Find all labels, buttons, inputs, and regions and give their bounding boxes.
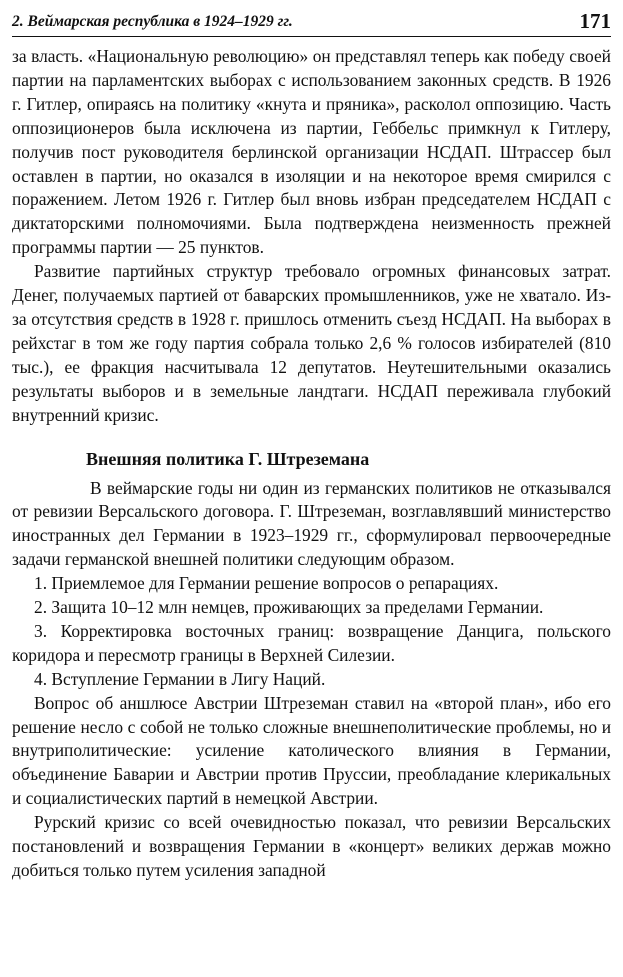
list-item: 2. Защита 10–12 млн немцев, проживающих за пределами Германии. xyxy=(34,597,544,618)
body-text xyxy=(12,45,611,883)
running-title: 2. Веймарская республика в 1924–1929 гг. xyxy=(12,13,293,30)
paragraph: Развитие партийных структур требовало огромных финансовых затрат. Денег, получаемых партией от баварских промышленников, уже не хватало. Из-за отсутствия средств в 1928 г. пришлось отменить съезд НСДАП. На выборах в рейхстаг в том же году партия собрала только 2,6 % голосов избирателей (810 тыс.), ее фракция насчитывала 12 депутатов. Неутешительными оказались результаты выборов и в земельные ландтаги. НСДАП переживала глубокий внутренний кризис. xyxy=(12,261,611,425)
paragraph: Вопрос об аншлюсе Австрии Штреземан ставил на «второй план», ибо его решение несло с собой не только сложные внешнеполитические проблемы, но и внутриполитические: усиление католического влияния в Германии, объединение Баварии и Австрии против Пруссии, преобладание клерикальных и социалистических партий в немецкой Австрии. xyxy=(12,692,611,809)
running-header xyxy=(12,6,611,37)
section-heading: Внешняя политика Г. Штреземана xyxy=(86,448,370,469)
paragraph: за власть. «Национальную революцию» он представлял теперь как победу своей партии на парламентских выборах с использованием законных средств. В 1926 г. Гитлер, опираясь на политику «кнута и пряника», расколол оппозицию. Часть оппозиционеров была исключена из партии, Геббельс примкнул к Гитлеру, получив пост руководителя берлинской организации НСДАП. Штрассер был оставлен в партии, но оказался в изоляции и на некоторое время смирился с поражением. Летом 1926 г. Гитлер был вновь избран председателем НСДАП с диктаторскими полномочиями. Была подтверждена неизменность прежней программы партии — 25 пунктов. xyxy=(12,46,611,258)
paragraph: Рурский кризис со всей очевидностью показал, что ревизии Версальских постановлений и возвращения Германии в «концерт» великих держав можно добиться только путем усиления западной xyxy=(12,812,611,880)
list-item: 4. Вступление Германии в Лигу Наций. xyxy=(34,668,326,689)
paragraph: В веймарские годы ни один из германских политиков не отказывался от ревизии Версальского договора. Г. Штреземан, возглавлявший министерство иностранных дел Германии в 1923–1929 гг., сформулировал первоочередные задачи германской внешней политики следующим образом. xyxy=(12,477,611,570)
list-item: 3. Корректировка восточных границ: возвращение Данцига, польского коридора и пересмотр границы в Верхней Силезии. xyxy=(12,620,611,665)
list-item: 1. Приемлемое для Германии решение вопросов о репарациях. xyxy=(34,573,499,594)
page-number: 171 xyxy=(579,9,611,33)
